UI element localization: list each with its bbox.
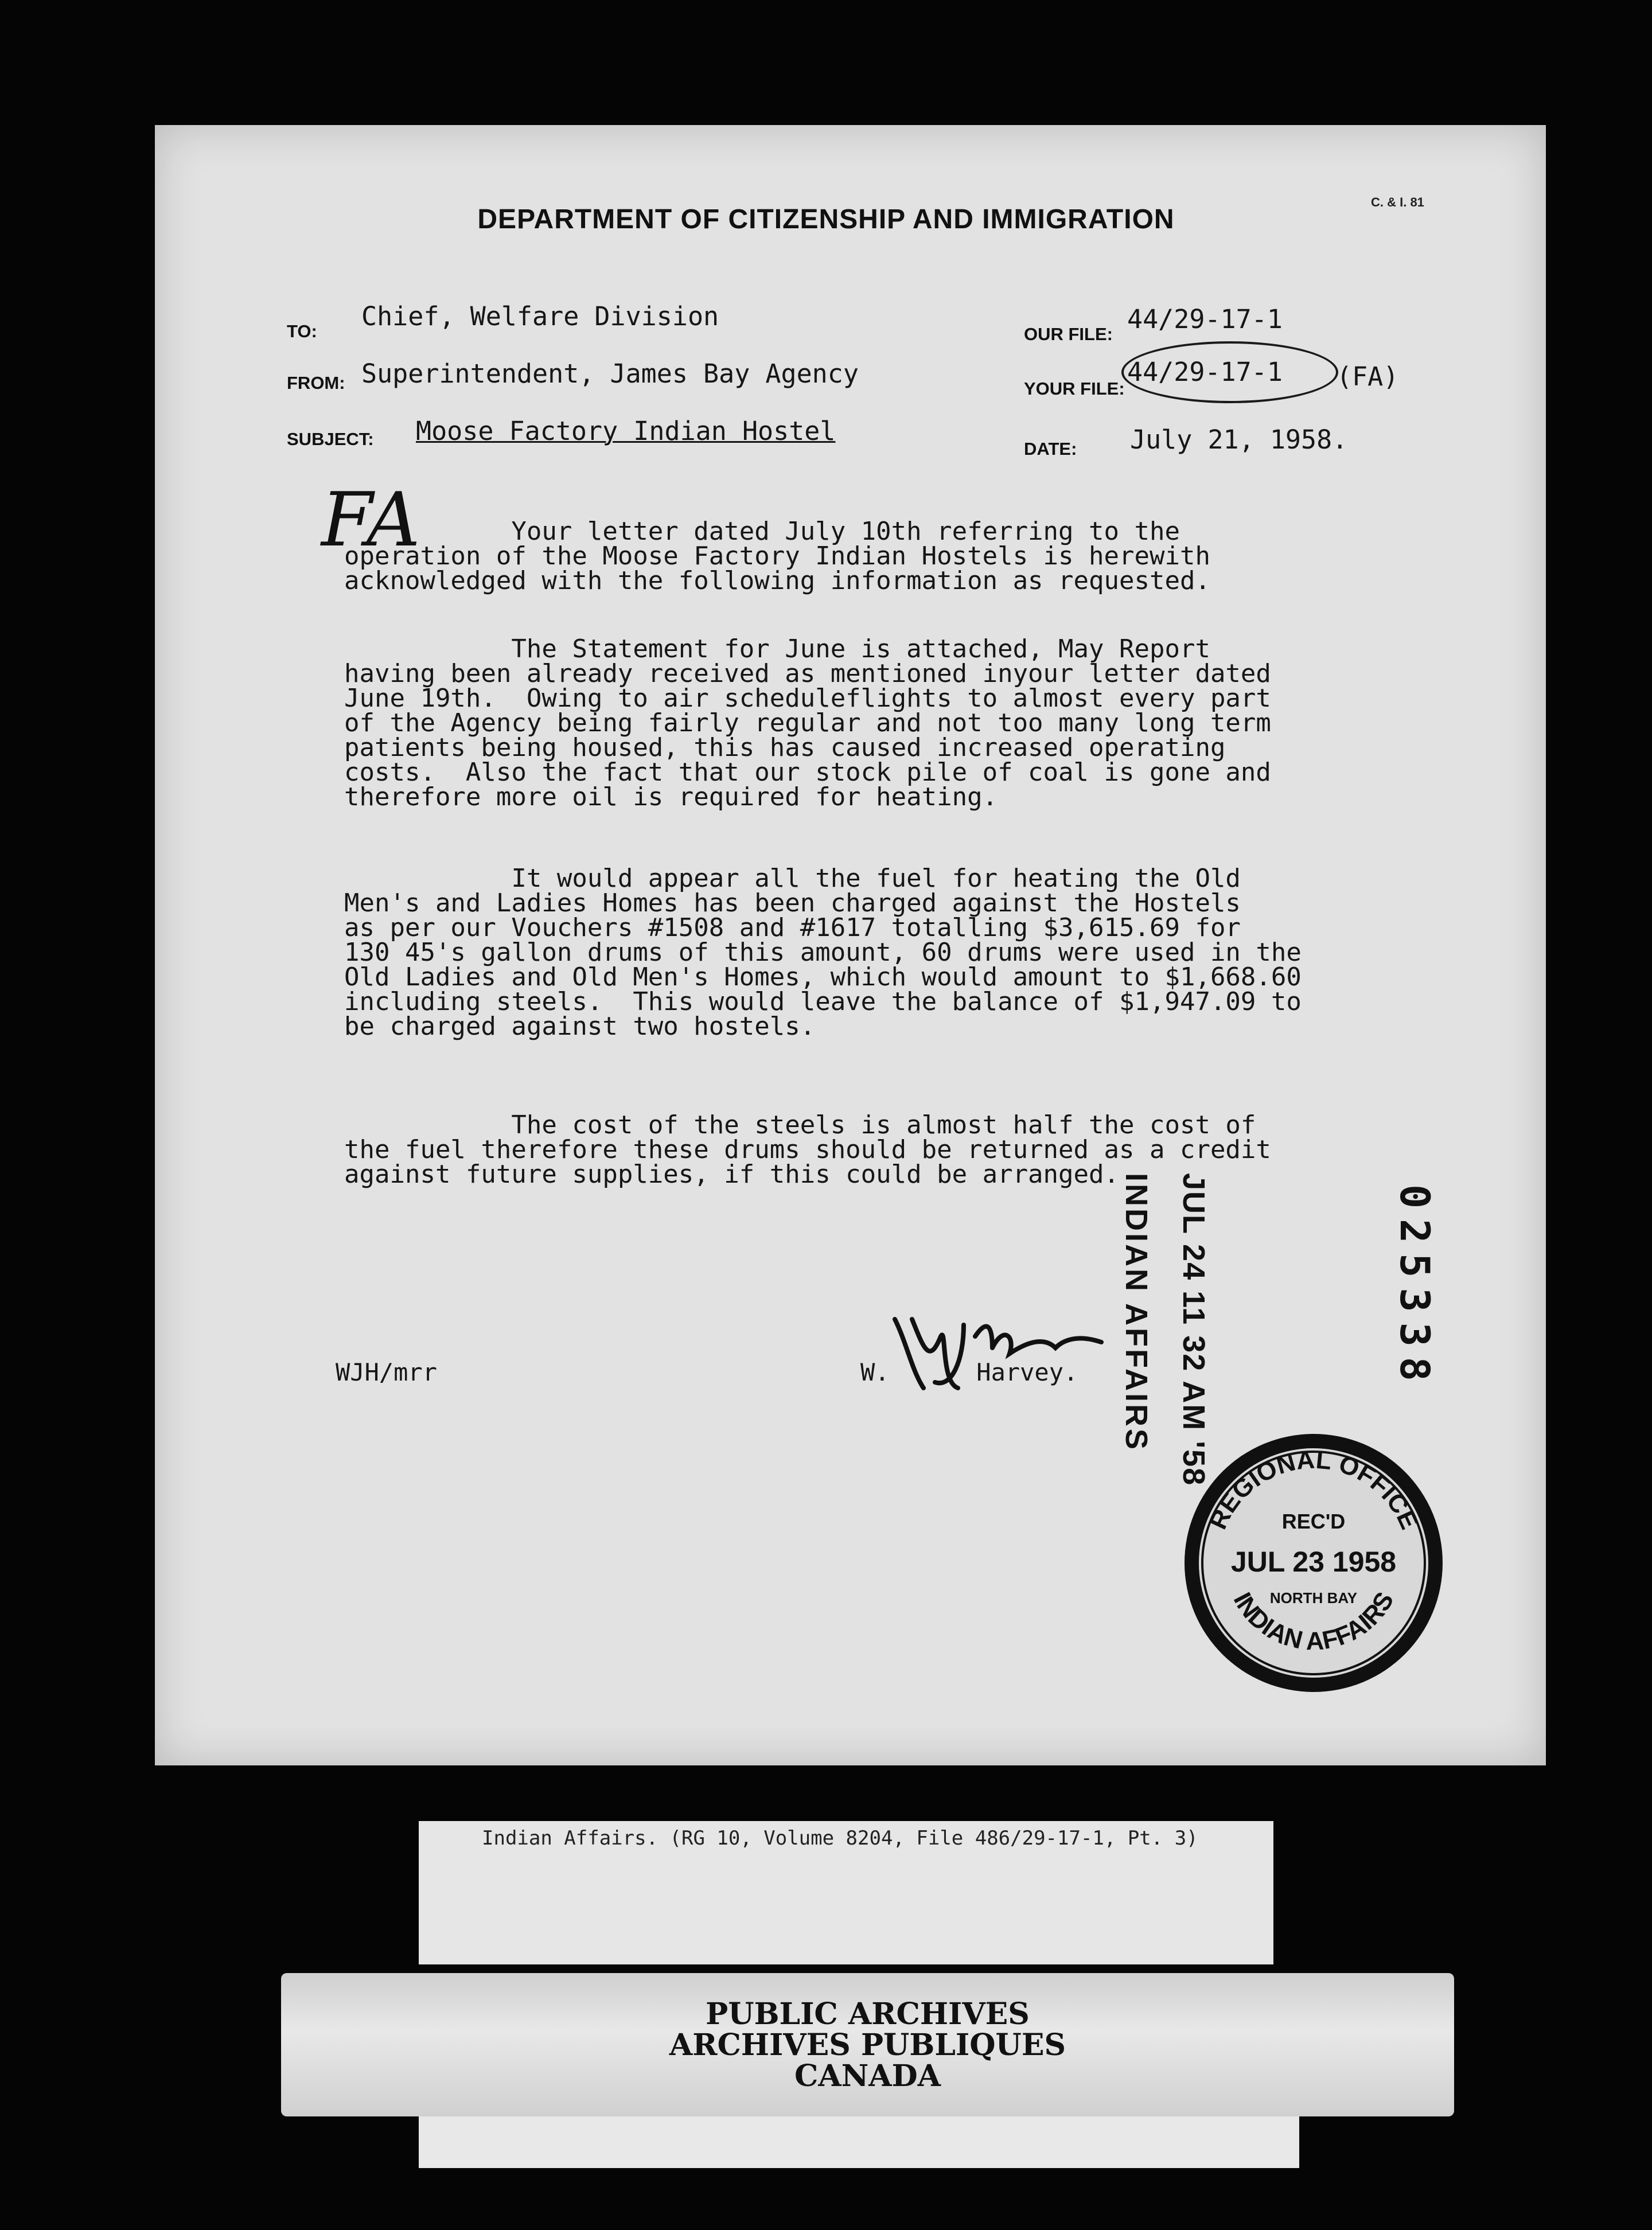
from-value: Superintendent, James Bay Agency: [361, 358, 859, 389]
text-line: Your letter dated July 10th referring to the: [344, 517, 1180, 546]
text-line: 130 45's gallon drums of this amount, 60 drums were used in the: [344, 938, 1302, 967]
paragraph-4: [344, 1110, 1451, 1189]
to-label: TO:: [287, 321, 317, 341]
handwritten-initials: FA: [321, 476, 420, 563]
our-file-value: 44/29-17-1: [1127, 304, 1283, 334]
text-line: June 19th. Owing to air scheduleflights to almost every part: [344, 684, 1271, 713]
paragraph-3: [344, 866, 1451, 1039]
text-line: It would appear all the fuel for heating the Old: [344, 864, 1241, 893]
your-file-suffix: (FA): [1337, 361, 1399, 392]
subject-value: Moose Factory Indian Hostel: [416, 416, 836, 446]
regional-office-seal: [1179, 1428, 1448, 1698]
text-line: The Statement for June is attached, May Report: [344, 634, 1210, 664]
text-line: operation of the Moose Factory Indian Hostels is herewith: [344, 541, 1210, 571]
text-line: The cost of the steels is almost half the cost of: [344, 1110, 1256, 1140]
seal-recd: REC'D: [1281, 1510, 1346, 1533]
archives-line-1: PUBLIC ARCHIVES: [706, 1997, 1030, 2032]
text-line: patients being housed, this has caused increased operating: [344, 733, 1226, 762]
received-time-stamp: JUL 24 11 32 AM '58: [1176, 1173, 1211, 1487]
document-number: 025338: [1391, 1184, 1438, 1391]
seal-top-text: REGIONAL OFFICE: [1203, 1445, 1424, 1534]
seal-bottom-text: INDIAN AFFAIRS: [1228, 1587, 1400, 1656]
archives-line-3: CANADA: [794, 2059, 941, 2093]
signatory-name: W. Harvey.: [860, 1358, 1078, 1386]
text-line: having been already received as mentioned inyour letter dated: [344, 659, 1271, 688]
date-label: DATE:: [1024, 439, 1077, 459]
archives-label-band: [281, 1973, 1454, 2116]
paragraph-2: [344, 634, 1451, 812]
our-file-label: OUR FILE:: [1024, 324, 1113, 344]
subject-label: SUBJECT:: [287, 429, 374, 449]
from-label: FROM:: [287, 373, 345, 393]
seal-city: NORTH BAY: [1269, 1589, 1358, 1607]
date-value: July 21, 1958.: [1130, 424, 1348, 455]
text-line: as per our Vouchers #1508 and #1617 totalling $3,615.69 for: [344, 913, 1241, 942]
form-code: C. & I. 81: [1371, 195, 1424, 209]
paragraph-1: [344, 519, 1451, 593]
text-line: Old Ladies and Old Men's Homes, which would amount to $1,668.60: [344, 962, 1302, 992]
archives-line-2: ARCHIVES PUBLIQUES: [669, 2028, 1066, 2063]
text-line: including steels. This would leave the balance of $1,947.09 to: [344, 987, 1302, 1016]
your-file-value: 44/29-17-1: [1127, 357, 1283, 387]
indian-affairs-stamp: INDIAN AFFAIRS: [1119, 1173, 1154, 1452]
signature-graphic: [872, 1302, 1119, 1394]
text-line: be charged against two hostels.: [344, 1012, 816, 1041]
bottom-card: [419, 2116, 1299, 2168]
text-line: therefore more oil is required for heating.: [344, 782, 998, 812]
archive-reference-card: [419, 1821, 1273, 1964]
department-heading: DEPARTMENT OF CITIZENSHIP AND IMMIGRATION: [477, 204, 1175, 235]
your-file-label: YOUR FILE:: [1024, 379, 1125, 399]
archive-reference: Indian Affairs. (RG 10, Volume 8204, File 486/29-17-1, Pt. 3): [482, 1827, 1198, 1850]
text-line: the fuel therefore these drums should be returned as a credit: [344, 1135, 1271, 1164]
to-value: Chief, Welfare Division: [361, 301, 719, 332]
text-line: costs. Also the fact that our stock pile of coal is gone and: [344, 758, 1271, 787]
text-line: acknowledged with the following information as requested.: [344, 566, 1210, 595]
seal-date: JUL 23 1958: [1230, 1546, 1397, 1578]
typist-initials: WJH/mrr: [336, 1358, 438, 1386]
text-line: Men's and Ladies Homes has been charged against the Hostels: [344, 888, 1241, 918]
text-line: against future supplies, if this could be arranged.: [344, 1160, 1120, 1189]
text-line: of the Agency being fairly regular and not too many long term: [344, 708, 1271, 738]
